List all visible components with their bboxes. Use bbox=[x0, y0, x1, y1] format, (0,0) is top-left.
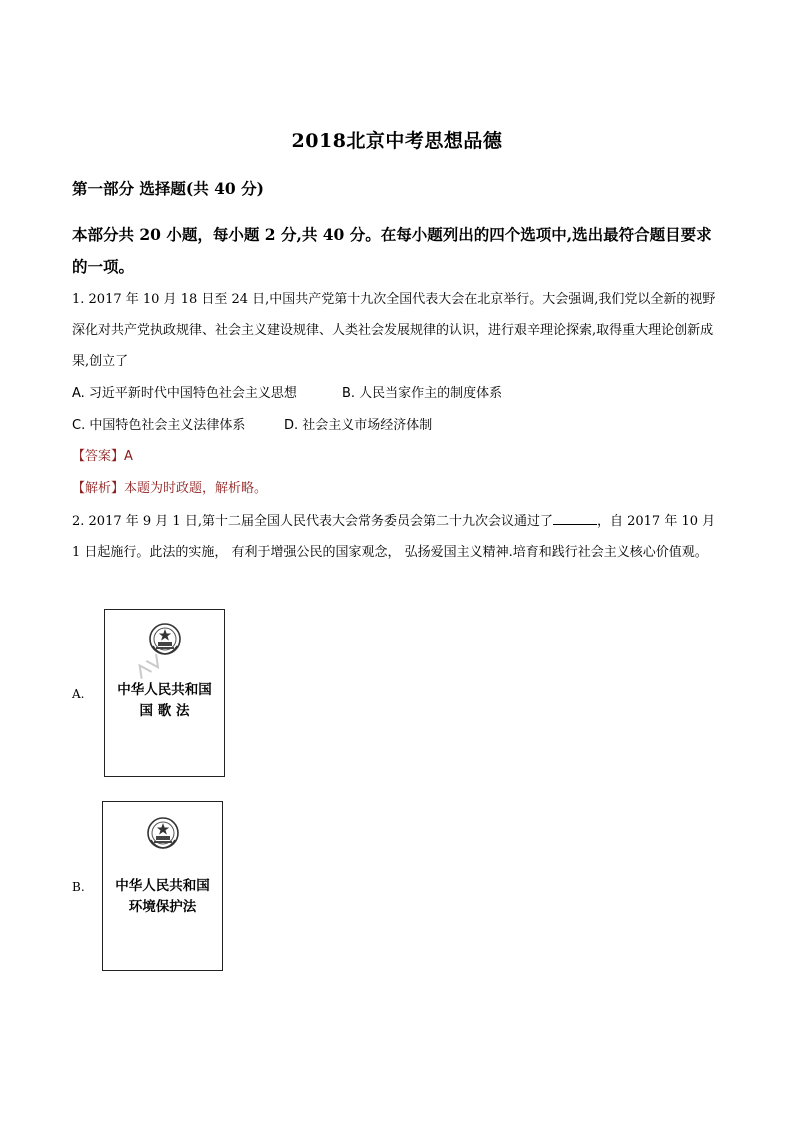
question-2-option-b-letter: B. bbox=[72, 880, 85, 894]
question-1-options-row-2 bbox=[72, 414, 432, 433]
option-b-cover-line-2: 环境保护法 bbox=[128, 899, 197, 915]
national-emblem-icon bbox=[146, 816, 180, 850]
option-a-cover-line-1: 中华人民共和国 bbox=[117, 682, 212, 698]
question-1-option-a[interactable]: A. 习近平新时代中国特色社会主义思想 bbox=[72, 386, 297, 401]
question-1-option-b[interactable]: B. 人民当家作主的制度体系 bbox=[342, 386, 503, 401]
question-1-option-d[interactable]: D. 社会主义市场经济体制 bbox=[284, 418, 433, 433]
section-title: 第一部分 选择题(共 40 分) bbox=[72, 179, 264, 198]
question-2-option-b-book-cover[interactable] bbox=[102, 801, 223, 971]
question-2-blank bbox=[553, 510, 597, 525]
question-2-text-after-blank: ，自 2017 年 10 月 1 日起施行。此法的实施， 有利于增强公民的国家观念， 弘扬爱国主义精神.培育和践行社会主义核心价值观。 bbox=[72, 514, 716, 560]
question-2-text-before-blank: 2. 2017 年 9 月 1 日,第十二届全国人民代表大会常务委员会第二十九次会议通过了 bbox=[72, 514, 553, 529]
question-1-answer: 【答案】A bbox=[72, 449, 133, 464]
option-a-cover-line-2: 国 歌 法 bbox=[139, 703, 190, 719]
question-1-option-c[interactable]: C. 中国特色社会主义法律体系 bbox=[72, 418, 246, 433]
question-1-text: 1. 2017 年 10 月 18 日至 24 日,中国共产党第十九次全国代表大会在北京举行。大会强调,我们党以全新的视野深化对共产党执政规律、社会主义建设规律、人类社会发展规律的认识，进行艰辛理论探索,取得重大理论创新成果,创立了 bbox=[72, 292, 716, 369]
option-b-cover-line-1: 中华人民共和国 bbox=[115, 878, 210, 894]
question-1-options-row-1 bbox=[72, 382, 502, 401]
question-2-text bbox=[72, 506, 726, 568]
page-title: 2018北京中考思想品德 bbox=[291, 130, 503, 152]
national-emblem-icon bbox=[148, 622, 182, 656]
question-2-option-a-letter: A. bbox=[72, 687, 85, 701]
question-1-analysis: 【解析】本题为时政题，解析略。 bbox=[72, 481, 268, 496]
section-instructions: 本部分共 20 小题，每小题 2 分,共 40 分。在每小题列出的四个选项中,选出最符合题目要求的一项。 bbox=[72, 225, 712, 276]
question-2-option-a-book-cover[interactable] bbox=[104, 609, 225, 777]
